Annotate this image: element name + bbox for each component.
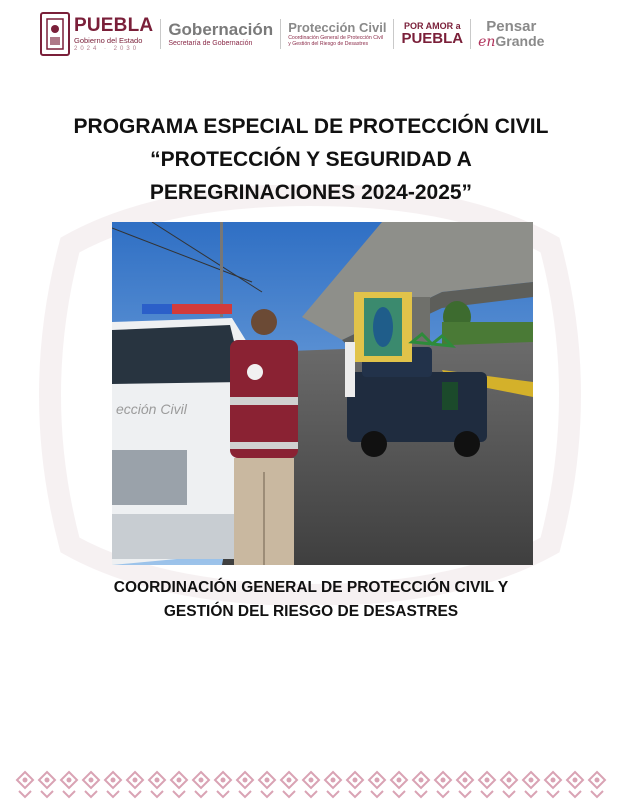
pensar-logo-top: Pensar [486,18,537,35]
truck-door-text: ección Civil [116,401,187,417]
puebla-logo [40,11,153,57]
title-line-3: PEREGRINACIONES 2024-2025” [149,181,473,204]
gobernacion-logo [168,11,273,57]
person-head [251,309,277,335]
proteccion-civil-logo-name: Protección Civil [288,19,387,35]
altar-post [345,342,355,397]
cover-photo [112,222,533,565]
footer-decorative-band [14,769,608,799]
por-amor-logo-name: PUEBLA [401,30,464,47]
puebla-logo-subtitle: Gobierno del Estado [74,36,143,46]
emergency-lights-blue [142,304,172,314]
gobernacion-logo-name: Gobernación [168,20,274,39]
gobernacion-logo-subtitle: Secretaría de Gobernación [168,40,253,47]
puebla-logo-name: PUEBLA [74,15,154,37]
por-amor-logo-top: POR AMOR a [403,21,461,31]
wheel [454,431,480,457]
subtitle-line-1: COORDINACIÓN GENERAL DE PROTECCIÓN CIVIL Y [113,579,509,596]
proteccion-civil-logo [288,11,386,57]
pensar-en-grande-logo [478,11,544,57]
subtitle-line-2: GESTIÓN DEL RIESGO DE DESASTRES [163,603,459,620]
divider [393,19,394,49]
por-amor-a-puebla-logo [401,11,463,57]
vest-reflective-strip [230,397,298,405]
puebla-seal-icon [40,12,70,56]
puebla-logo-years: 2024 · 2030 [74,45,140,52]
truck-grille [112,450,187,505]
truck-bumper [112,514,242,559]
wheel [361,431,387,457]
pensar-logo-grande: Grande [495,33,545,49]
title-line-2: “PROTECCIÓN Y SEGURIDAD A [150,148,472,171]
divider [470,19,471,49]
vest-reflective-strip [230,442,298,449]
decoration [442,382,458,410]
pensar-logo-en: en [478,34,496,50]
divider [160,19,161,49]
document-subtitle [40,576,582,624]
virgin-figure [373,307,393,347]
light-pole [220,222,223,317]
proteccion-civil-logo-subtitle-2: y Gestión del Riesgo de Desastres [288,40,369,47]
header-logo-bar [40,10,585,58]
proteccion-civil-logo-subtitle-1: Coordinación General de Protección Civil [288,34,384,41]
divider [280,19,281,49]
document-title [40,110,582,209]
title-line-1: PROGRAMA ESPECIAL DE PROTECCIÓN CIVIL [73,115,549,138]
vest-badge-icon [247,364,263,380]
truck-windshield [112,325,244,384]
